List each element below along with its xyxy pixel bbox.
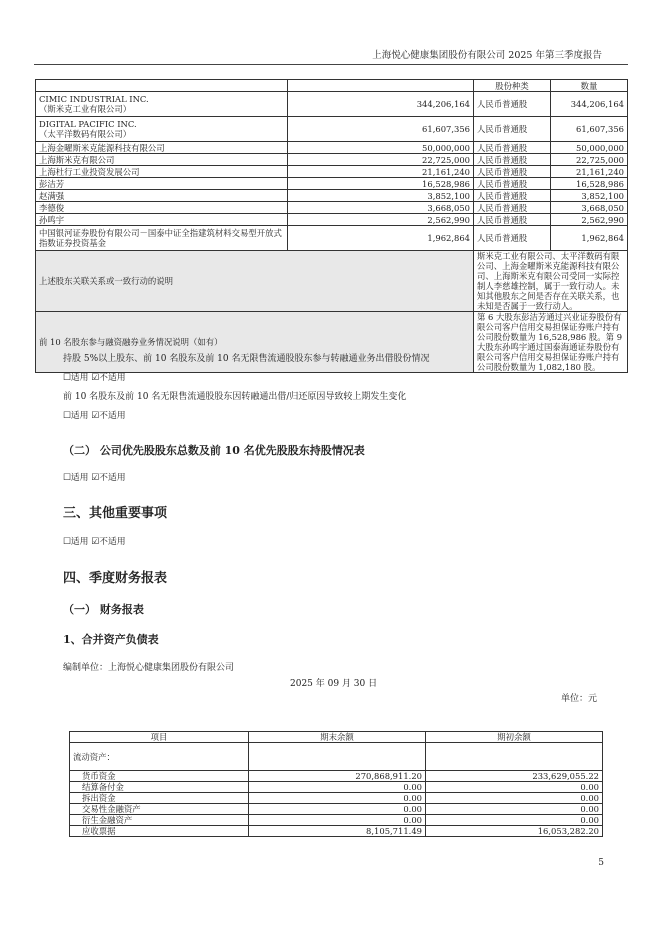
header-divider: [34, 64, 628, 65]
begin-balance: 0.00: [426, 804, 603, 815]
shares-held: 3,668,050: [288, 202, 474, 214]
share-amount: 50,000,000: [551, 142, 628, 154]
shareholder-name: 上海杜行工业投资发展公司: [36, 166, 288, 178]
share-amount: 1,962,864: [551, 226, 628, 251]
other-matters-heading: 三、其他重要事项: [63, 506, 168, 521]
begin-balance: 0.00: [426, 782, 603, 793]
shares-held: 16,528,986: [288, 178, 474, 190]
applicable-checkbox: ☐适用 ☑不适用: [63, 473, 126, 483]
table-row: [36, 190, 628, 202]
table-row: [36, 178, 628, 190]
change-note: 前 10 名股东及前 10 名无限售流通股股东因转融通出借/归还原因导致较上期发生变化: [63, 392, 407, 402]
end-balance: 0.00: [249, 815, 426, 826]
share-class: 人民币普通股: [474, 214, 551, 226]
col-item: 项目: [70, 732, 249, 743]
applicable-checkbox: ☐适用 ☑不适用: [63, 373, 126, 383]
margin-label: 前 10 名股东参与融资融券业务情况说明（如有）: [36, 312, 474, 373]
shareholder-name: 彭洁芳: [36, 178, 288, 190]
shares-held: 2,562,990: [288, 214, 474, 226]
table-row: [36, 92, 628, 117]
share-class: 人民币普通股: [474, 190, 551, 202]
share-class: 人民币普通股: [474, 92, 551, 117]
item-name: 衍生金融资产: [70, 815, 249, 826]
applicable-checkbox: ☐适用 ☑不适用: [63, 537, 126, 547]
col-end-balance: 期末余额: [249, 732, 426, 743]
table-row: [70, 804, 603, 815]
report-date: 2025 年 09 月 30 日: [290, 679, 378, 689]
shares-held: 22,725,000: [288, 154, 474, 166]
end-balance: 0.00: [249, 793, 426, 804]
col-quantity: 数量: [551, 80, 628, 92]
share-amount: 61,607,356: [551, 117, 628, 142]
shareholder-name: 李德俊: [36, 202, 288, 214]
header-blank: [36, 80, 288, 92]
margin-text: 第 6 大股东彭洁芳通过兴业证券股份有限公司客户信用交易担保证券账户持有公司股份数量为 16,528,986 股。第 9 大股东孙鸣宇通过国泰海通证券股份有限公司客户信用交易担保证券账户持有公司股份数量为 1,082,180 股。: [474, 312, 628, 373]
shareholder-name: 上海斯米克有限公司: [36, 154, 288, 166]
end-balance: 0.00: [249, 782, 426, 793]
share-class: 人民币普通股: [474, 226, 551, 251]
share-class: 人民币普通股: [474, 202, 551, 214]
preferred-heading: （二） 公司优先股股东总数及前 10 名优先股股东持股情况表: [63, 444, 365, 457]
relation-label: 上述股东关联关系或一致行动的说明: [36, 251, 474, 312]
relation-row: [36, 251, 628, 312]
table-row: [70, 771, 603, 782]
shares-held: 61,607,356: [288, 117, 474, 142]
empty-cell: [426, 743, 603, 771]
unit-label: 单位：元: [560, 694, 597, 704]
share-amount: 2,562,990: [551, 214, 628, 226]
table-row: [36, 117, 628, 142]
share-class: 人民币普通股: [474, 142, 551, 154]
shareholder-name: 孙鸣宇: [36, 214, 288, 226]
shares-held: 50,000,000: [288, 142, 474, 154]
balance-sheet-heading: 1、合并资产负债表: [63, 633, 159, 646]
applicable-checkbox: ☐适用 ☑不适用: [63, 411, 126, 421]
shareholder-name: 中国银河证券股份有限公司－国泰中证全指建筑材料交易型开放式指数证券投资基金: [36, 226, 288, 251]
share-amount: 16,528,986: [551, 178, 628, 190]
shareholder-name: DIGITAL PACIFIC INC. （太平洋数码有限公司）: [36, 117, 288, 142]
table-row: [36, 142, 628, 154]
share-amount: 344,206,164: [551, 92, 628, 117]
item-name: 拆出资金: [70, 793, 249, 804]
header-blank: [288, 80, 474, 92]
shares-held: 344,206,164: [288, 92, 474, 117]
lending-note: 持股 5%以上股东、前 10 名股东及前 10 名无限售流通股股东参与转融通业务出借股份情况: [63, 354, 430, 364]
shares-held: 3,852,100: [288, 190, 474, 202]
end-balance: 270,868,911.20: [249, 771, 426, 782]
entity-label: 编制单位：上海悦心健康集团股份有限公司: [63, 663, 235, 673]
begin-balance: 233,629,055.22: [426, 771, 603, 782]
begin-balance: 0.00: [426, 793, 603, 804]
share-class: 人民币普通股: [474, 117, 551, 142]
relation-text: 斯米克工业有限公司、太平洋数码有限公司、上海金曜斯米克能源科技有限公司、上海斯米克有限公司受同一实际控制人李慈雄控制，属于一致行动人。未知其他股东之间是否存在关联关系，也未知是否属于一致行动人。: [474, 251, 628, 312]
table-row: [36, 166, 628, 178]
shareholder-name: 上海金曜斯米克能源科技有限公司: [36, 142, 288, 154]
top-shareholders-table: [35, 79, 628, 373]
share-class: 人民币普通股: [474, 166, 551, 178]
begin-balance: 16,053,282.20: [426, 826, 603, 837]
statements-heading: （一） 财务报表: [63, 603, 144, 616]
end-balance: 0.00: [249, 804, 426, 815]
table-row: [36, 226, 628, 251]
table-row: [36, 202, 628, 214]
share-amount: 3,852,100: [551, 190, 628, 202]
balance-sheet-table: [69, 731, 603, 837]
item-name: 应收票据: [70, 826, 249, 837]
item-name: 交易性金融资产: [70, 804, 249, 815]
table-row: [70, 815, 603, 826]
section-label: 流动资产：: [70, 743, 249, 771]
col-begin-balance: 期初余额: [426, 732, 603, 743]
report-header: 上海悦心健康集团股份有限公司 2025 年第三季度报告: [372, 50, 602, 61]
item-name: 结算备付金: [70, 782, 249, 793]
share-class: 人民币普通股: [474, 178, 551, 190]
shares-held: 21,161,240: [288, 166, 474, 178]
item-name: 货币资金: [70, 771, 249, 782]
empty-cell: [249, 743, 426, 771]
page-number: 5: [598, 858, 604, 868]
end-balance: 8,105,711.49: [249, 826, 426, 837]
share-class: 人民币普通股: [474, 154, 551, 166]
begin-balance: 0.00: [426, 815, 603, 826]
shares-held: 1,962,864: [288, 226, 474, 251]
share-amount: 3,668,050: [551, 202, 628, 214]
table-row: [70, 826, 603, 837]
table-row: [36, 214, 628, 226]
share-amount: 22,725,000: [551, 154, 628, 166]
col-share-class: 股份种类: [474, 80, 551, 92]
table-row: [36, 154, 628, 166]
shareholder-name: 赵满强: [36, 190, 288, 202]
financial-heading: 四、季度财务报表: [63, 571, 168, 586]
share-amount: 21,161,240: [551, 166, 628, 178]
table-row: [70, 793, 603, 804]
table-row: [70, 782, 603, 793]
shareholder-name: CIMIC INDUSTRIAL INC. （斯米克工业有限公司）: [36, 92, 288, 117]
